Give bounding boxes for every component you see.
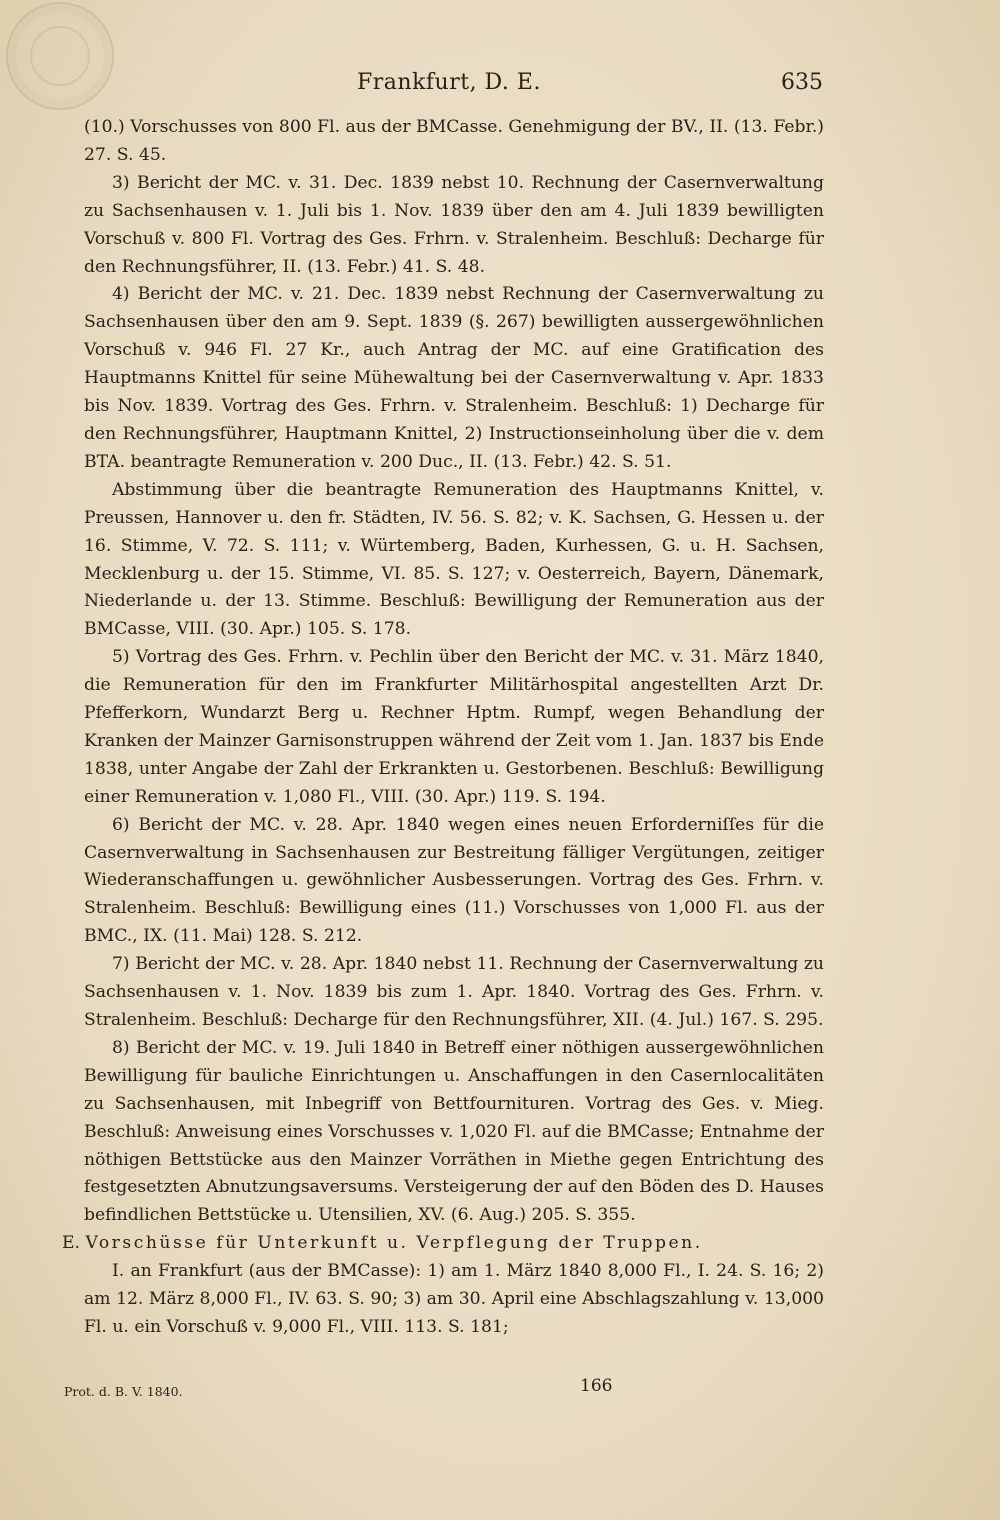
running-head: Frankfurt, D. E.: [357, 70, 541, 95]
section-heading: [62, 1230, 824, 1258]
paragraph-continuation: (10.) Vorschusses von 800 Fl. aus der BMCasse. Genehmigung der BV., II. (13. Febr.) 27. S. 45.: [84, 117, 824, 165]
paragraph-item-5: 5) Vortrag des Ges. Frhrn. v. Pechlin über den Bericht der MC. v. 31. März 1840, die Remuneration für den im Frankfurter Militärhospital angestellten Arzt Dr. Pfefferkorn, Wundarzt Berg u. Rechner Hptm. Rumpf, wegen Behandlung der Kranken der Mainzer Garnisonstruppen während der Zeit vom 1. Jan. 1837 bis Ende 1838, unter Angabe der Zahl der Erkrankten u. Gestorbenen. Beschluß: Bewilligung einer Remuneration v. 1,080 Fl., VIII. (30. Apr.) 119. S. 194.: [84, 647, 824, 807]
page-number: 635: [781, 70, 823, 95]
paragraph-item-6: 6) Bericht der MC. v. 28. Apr. 1840 wegen eines neuen Erforderniſſes für die Casernverwaltung in Sachsenhausen zur Bestreitung fälliger Vergütungen, zeitiger Wiederanschaffungen u. gewöhnlicher Ausbesserungen. Vortrag des Ges. Frhrn. v. Stralenheim. Beschluß: Bewilligung eines (11.) Vorschusses von 1,000 Fl. aus der BMC., IX. (11. Mai) 128. S. 212.: [84, 814, 824, 947]
sheet-number: 166: [580, 1376, 613, 1396]
page-header: [85, 70, 823, 104]
section-title: Vorschüsse für Unterkunft u. Verpflegung der Truppen.: [85, 1233, 703, 1254]
section-label: E.: [62, 1233, 81, 1254]
paragraph-item-8: 8) Bericht der MC. v. 19. Juli 1840 in Betreff einer nöthigen aussergewöhnlichen Bewilligung für bauliche Einrichtungen u. Anschaffungen in den Casernlocalitäten zu Sachsenhausen, mit Inbegriff von Bettfournituren. Vortrag des Ges. v. Mieg. Beschluß: Anweisung eines Vorschusses v. 1,020 Fl. auf die BMCasse; Entnahme der nöthigen Bettstücke aus den Mainzer Vorräthen in Miethe gegen Entrichtung des festgesetzten Abnutzungsaversums. Versteigerung der auf den Böden des D. Hauses befindlichen Bettstücke u. Utensilien, XV. (6. Aug.) 205. S. 355.: [84, 1037, 824, 1226]
paragraph-vote: Abstimmung über die beantragte Remuneration des Hauptmanns Knittel, v. Preussen, Hannover u. den fr. Städten, IV. 56. S. 82; v. K. Sachsen, G. Hessen u. der 16. Stimme, V. 72. S. 111; v. Würtemberg, Baden, Kurhessen, G. u. H. Sachsen, Mecklenburg u. der 15. Stimme, VI. 85. S. 127; v. Oesterreich, Bayern, Dänemark, Niederlande u. der 13. Stimme. Beschluß: Bewilligung der Remuneration aus der BMCasse, VIII. (30. Apr.) 105. S. 178.: [84, 479, 824, 640]
page-footer: [64, 1376, 824, 1406]
page-body: [62, 114, 824, 1342]
paragraph-item-3: 3) Bericht der MC. v. 31. Dec. 1839 nebst 10. Rechnung der Casernverwaltung zu Sachsenhausen v. 1. Juli bis 1. Nov. 1839 über den am 4. Juli 1839 bewilligten Vorschuß v. 800 Fl. Vortrag des Ges. Frhrn. v. Stralenheim. Beschluß: Decharge für den Rechnungsführer, II. (13. Febr.) 41. S. 48.: [84, 172, 824, 277]
paragraph-item-4: 4) Bericht der MC. v. 21. Dec. 1839 nebst Rechnung der Casernverwaltung zu Sachsenhausen über den am 9. Sept. 1839 (§. 267) bewilligten aussergewöhnlichen Vorschuß v. 946 Fl. 27 Kr., auch Antrag der MC. auf eine Gratification des Hauptmanns Knittel für seine Mühewaltung bei der Casernverwaltung v. Apr. 1833 bis Nov. 1839. Vortrag des Ges. Frhrn. v. Stralenheim. Beschluß: 1) Decharge für den Rechnungsführer, Hauptmann Knittel, 2) Instructionseinholung über die v. dem BTA. beantragte Remuneration v. 200 Duc., II. (13. Febr.) 42. S. 51.: [84, 284, 824, 472]
footer-signature: Prot. d. B. V. 1840.: [64, 1384, 183, 1399]
paragraph-subsection-1: I. an Frankfurt (aus der BMCasse): 1) am 1. März 1840 8,000 Fl., I. 24. S. 16; 2) am 12. März 8,000 Fl., IV. 63. S. 90; 3) am 30. April eine Abschlagszahlung v. 13,000 Fl. u. ein Vorschuß v. 9,000 Fl., VIII. 113. S. 181;: [84, 1261, 824, 1337]
paragraph-item-7: 7) Bericht der MC. v. 28. Apr. 1840 nebst 11. Rechnung der Casernverwaltung zu Sachsenhausen v. 1. Nov. 1839 bis zum 1. Apr. 1840. Vortrag des Ges. Frhrn. v. Stralenheim. Beschluß: Decharge für den Rechnungsführer, XII. (4. Jul.) 167. S. 295.: [84, 954, 824, 1030]
